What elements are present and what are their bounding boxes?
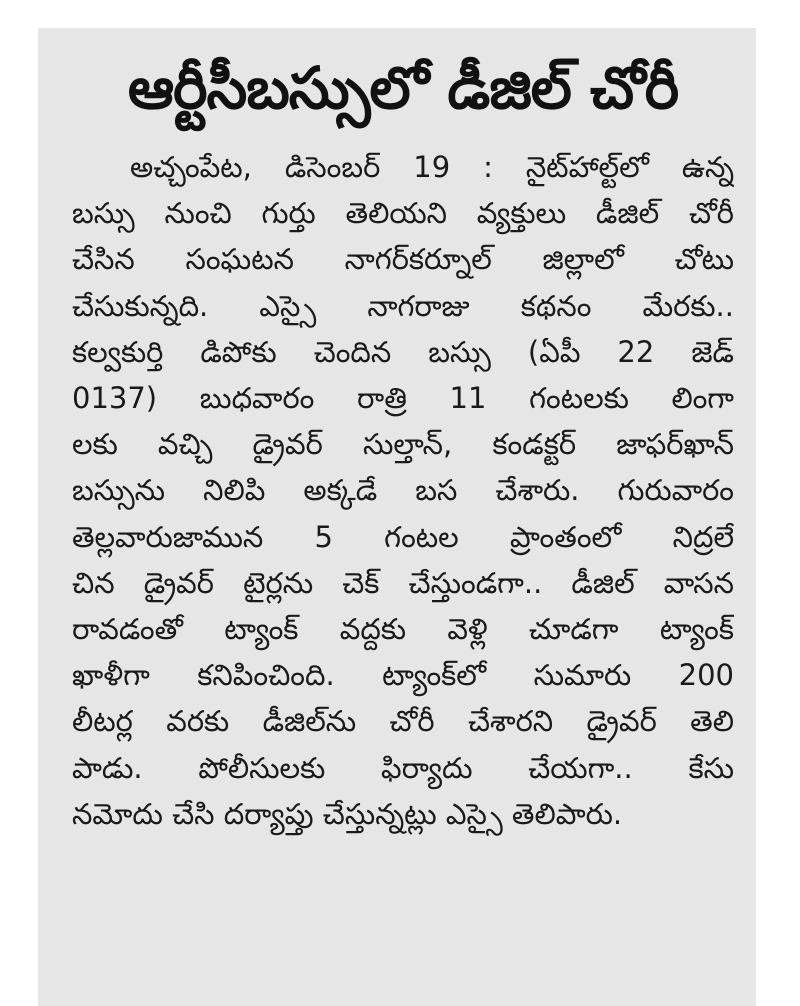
article-line: లీటర్ల వరకు డీజిల్‌ను చోరీ చేశారని డ్రైవర్ తెలి — [72, 704, 734, 739]
article-line: చేసుకున్నది. ఎస్సై నాగరాజు కథనం మేరకు.. — [72, 288, 734, 323]
article-line: అచ్చంపేట, డిసెంబర్ 19 : నైట్‌హాల్ట్‌లో ఉన్న — [130, 150, 734, 184]
article-line: చిన డ్రైవర్ టైర్లను చెక్ చేస్తుండగా.. డీజిల్ వాసన — [72, 565, 734, 600]
article-line: రావడంతో ట్యాంక్ వద్దకు వెళ్లి చూడగా ట్యాంక్ — [72, 612, 734, 647]
article-line: బస్సు నుంచి గుర్తు తెలియని వ్యక్తులు డీజిల్ చోరీ — [72, 196, 734, 231]
article-line: బస్సును నిలిపి అక్కడే బస చేశారు. గురువారం — [72, 473, 734, 508]
article-line: నమోదు చేసి దర్యాప్తు చేస్తున్నట్లు ఎస్సై తెలిపారు. — [72, 796, 623, 831]
news-clipping — [38, 28, 756, 1006]
article-body — [72, 144, 734, 837]
article-line: చేసిన సంఘటన నాగర్‌కర్నూల్ జిల్లాలో చోటు — [72, 242, 734, 277]
article-line: పాడు. పోలీసులకు ఫిర్యాదు చేయగా.. కేసు — [72, 750, 734, 785]
article-line: లకు వచ్చి డ్రైవర్ సుల్తాన్, కండక్టర్ జాఫర్‌ఖాన్ — [72, 427, 734, 462]
article-line: 0137) బుధవారం రాత్రి 11 గంటలకు లింగా — [72, 381, 734, 416]
headline: ఆర్టీసీబస్సులో డీజిల్ చోరీ — [127, 54, 679, 122]
article-line: తెల్లవారుజామున 5 గంటల ప్రాంతంలో నిద్రలే — [72, 519, 734, 554]
article-line: కల్వకుర్తి డిపోకు చెందిన బస్సు (ఏపీ 22 జెడ్ — [72, 334, 734, 369]
article-line: ఖాళీగా కనిపించింది. ట్యాంక్‌లో సుమారు 200 — [72, 658, 734, 693]
